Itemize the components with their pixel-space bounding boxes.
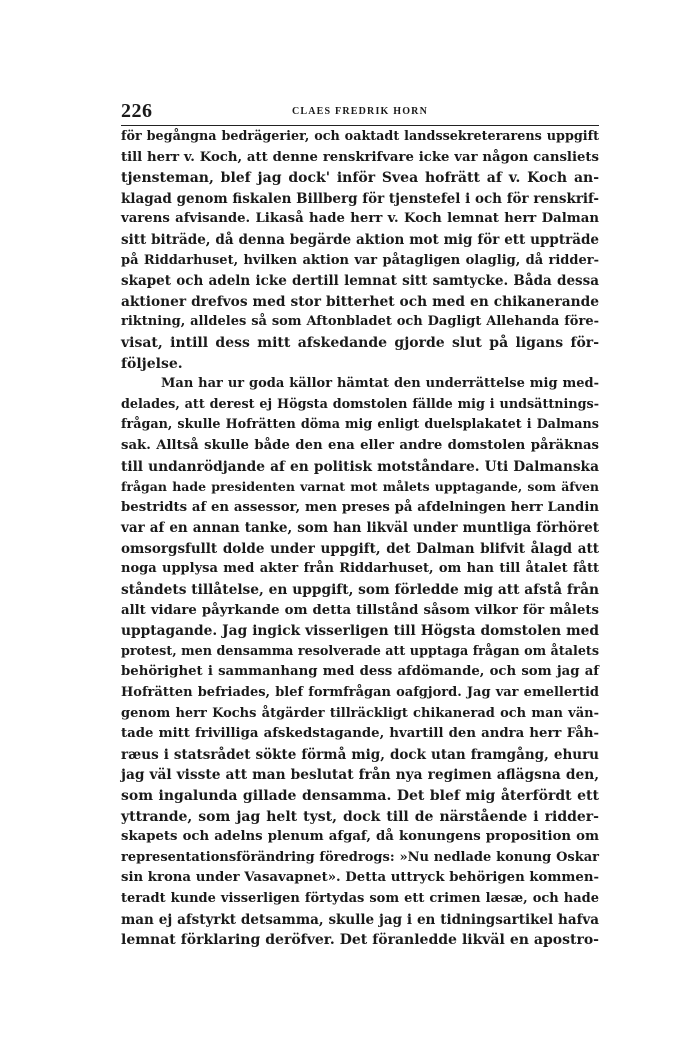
text-line: som ingalunda gillade densamma. Det blef mig återfördt ett bbox=[121, 788, 599, 804]
text-line: man ej afstyrkt detsamma, skulle jag i en tidningsartikel hafva bbox=[121, 911, 599, 928]
text-line: till undanrödjande af en politisk motståndare. Uti Dalmanska bbox=[121, 458, 599, 475]
text-line: visat, intill dess mitt afskedande gjorde slut på ligans för- bbox=[121, 334, 599, 351]
text-line: representationsförändring föredrogs: »Nu nedlade konung Oskar bbox=[121, 849, 599, 865]
text-line: ræus i statsrådet sökte förmå mig, dock utan framgång, ehuru bbox=[121, 746, 599, 763]
text-line: frågan hade presidenten varnat mot målets upptagande, som äfven bbox=[121, 479, 599, 495]
text-line: delades, att derest ej Högsta domstolen fällde mig i undsättnings- bbox=[121, 396, 599, 412]
text-line: på Riddarhuset, hvilken aktion var påtagligen olaglig, då ridder- bbox=[121, 252, 599, 268]
page-number: 226 bbox=[121, 100, 153, 122]
text-line: sitt biträde, då denna begärde aktion mot mig för ett uppträde bbox=[121, 231, 599, 248]
page-header bbox=[121, 100, 599, 124]
text-line: för begångna bedrägerier, och oaktadt landssekreterarens uppgift bbox=[121, 129, 599, 144]
text-line: jag väl visste att man beslutat från nya regimen aflägsna den, bbox=[121, 767, 599, 784]
text-line: Man har ur goda källor hämtat den underrättelse mig med- bbox=[161, 376, 599, 392]
header-rule bbox=[121, 125, 599, 126]
text-line: frågan, skulle Hofrätten döma mig enligt duelsplakatet i Dalmans bbox=[121, 417, 599, 433]
text-line: riktning, alldeles så som Aftonbladet och Dagligt Allehanda före- bbox=[121, 314, 599, 330]
text-line: bestridts af en assessor, men preses på afdelningen herr Landin bbox=[121, 499, 599, 515]
text-line: Hofrätten befriades, blef formfrågan oafgjord. Jag var emellertid bbox=[121, 685, 599, 701]
text-line: tjensteman, blef jag dock' inför Svea hofrätt af v. Koch an- bbox=[121, 170, 599, 187]
text-line: var af en annan tanke, som han likväl under muntliga förhöret bbox=[121, 520, 599, 537]
text-line: noga upplysa med akter från Riddarhuset, om han till åtalet fått bbox=[121, 561, 599, 577]
text-line: följelse. bbox=[121, 355, 183, 372]
text-line: skapet och adeln icke dertill lemnat sitt samtycke. Båda dessa bbox=[121, 273, 599, 290]
text-line: skapets och adelns plenum afgaf, då konungens proposition om bbox=[121, 829, 599, 845]
text-line: genom herr Kochs åtgärder tillräckligt chikanerad och man vän- bbox=[121, 705, 599, 721]
running-head: CLAES FREDRIK HORN bbox=[291, 106, 429, 117]
text-line: upptagande. Jag ingick visserligen till Högsta domstolen med bbox=[121, 623, 599, 640]
text-line: yttrande, som jag helt tyst, dock till de närstående i ridder- bbox=[121, 808, 599, 825]
text-line: protest, men densamma resolverade att upptaga frågan om åtalets bbox=[121, 643, 599, 659]
text-line: omsorgsfullt dolde under uppgift, det Dalman blifvit ålagd att bbox=[121, 540, 599, 557]
text-line: ståndets tillåtelse, en uppgift, som förledde mig att afstå från bbox=[121, 582, 599, 599]
text-line: sin krona under Vasavapnet». Detta uttryck behörigen kommen- bbox=[121, 870, 599, 886]
body-text bbox=[121, 127, 599, 951]
text-line: teradt kunde visserligen förtydas som ett crimen læsæ, och hade bbox=[121, 890, 599, 906]
text-line: behörighet i sammanhang med dess afdömande, och som jag af bbox=[121, 664, 599, 680]
text-line: klagad genom fiskalen Billberg för tjenstefel i och för renskrif- bbox=[121, 190, 599, 207]
text-line: sak. Alltså skulle både den ena eller andre domstolen påräknas bbox=[121, 437, 599, 453]
text-line: tade mitt frivilliga afskedstagande, hvartill den andra herr Fåh- bbox=[121, 726, 599, 742]
text-line: allt vidare påyrkande om detta tillstånd såsom vilkor för målets bbox=[121, 602, 599, 618]
text-line: varens afvisande. Likaså hade herr v. Koch lemnat herr Dalman bbox=[121, 211, 599, 227]
text-line: aktioner drefvos med stor bitterhet och med en chikanerande bbox=[121, 293, 599, 310]
text-line: lemnat förklaring deröfver. Det föranledde likväl en apostro- bbox=[121, 932, 599, 949]
text-line: till herr v. Koch, att denne renskrifvare icke var någon cansliets bbox=[121, 149, 599, 165]
